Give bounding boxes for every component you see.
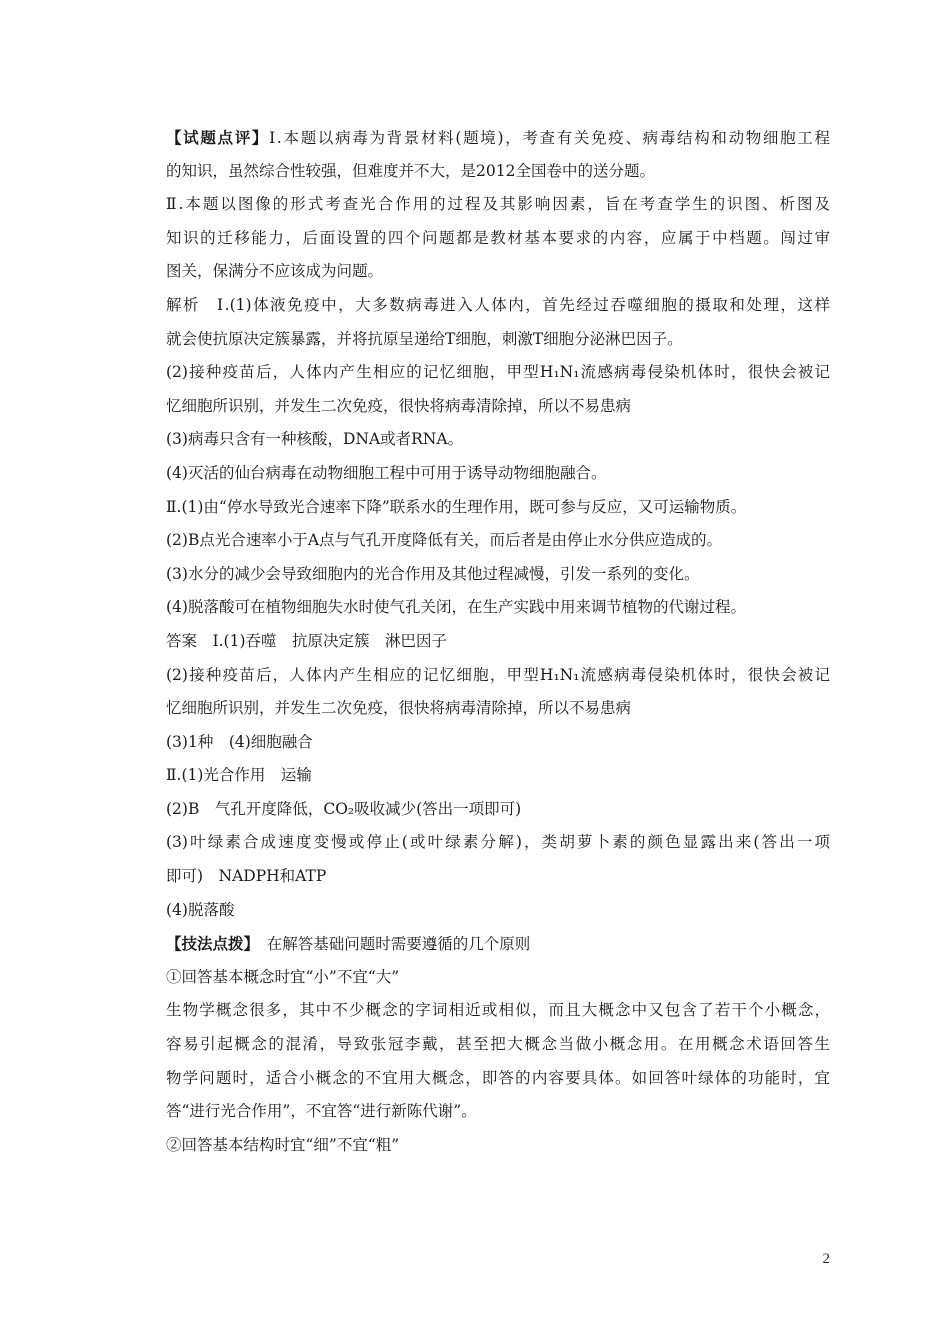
text-line: 知识的迁移能力，后面设置的四个问题都是教材基本要求的内容，应属于中档题。闯过审 [166,228,830,247]
text-line: 答案 Ⅰ.(1)吞噬 抗原决定簇 淋巴因子 [166,631,448,650]
text-line: 图关，保满分不应该成为问题。 [166,262,384,281]
text-line: ②回答基本结构时宜“细”不宜“粗” [166,1135,400,1154]
text-line: (2)接种疫苗后，人体内产生相应的记忆细胞，甲型H₁N₁流感病毒侵染机体时，很快会被记 [166,665,830,684]
page-number: 2 [822,1251,830,1267]
text-line: Ⅱ.(1)由“停水导致光合速率下降”联系水的生理作用，既可参与反应，又可运输物质。 [166,497,747,516]
text-line: 的知识，虽然综合性较强，但难度并不大，是2012全国卷中的送分题。 [166,161,655,180]
text-line: Ⅱ.本题以图像的形式考查光合作用的过程及其影响因素，旨在考查学生的识图、析图及 [166,195,830,214]
section-label: 【技法点拨】 [166,934,252,954]
text-line: 忆细胞所识别，并发生二次免疫，很快将病毒清除掉，所以不易患病 [166,699,632,718]
text-line: 忆细胞所识别，并发生二次免疫，很快将病毒清除掉，所以不易患病 [166,396,632,415]
text-line: 答“进行光合作用”，不宜答“进行新陈代谢”。 [166,1102,477,1121]
text-line: 即可) NADPH和ATP [166,867,327,886]
text-line: 解析 Ⅰ.(1)体液免疫中，大多数病毒进入人体内，首先经过吞噬细胞的摄取和处理，这样 [166,295,830,314]
text-line: (3)水分的减少会导致细胞内的光合作用及其他过程减慢，引发一系列的变化。 [166,564,700,583]
document-body [166,121,830,1162]
text-line: Ⅱ.(1)光合作用 运输 [166,766,312,785]
text-line: 物学问题时，适合小概念的不宜用大概念，即答的内容要具体。如回答叶绿体的功能时，宜 [166,1068,830,1087]
text-line: (2)B点光合速率小于A点与气孔开度降低有关，而后者是由停止水分供应造成的。 [166,531,723,550]
text-line: (2)接种疫苗后，人体内产生相应的记忆细胞，甲型H₁N₁流感病毒侵染机体时，很快会被记 [166,363,830,382]
section-label: 【试题点评】 [166,128,270,147]
text-line: (3)叶绿素合成速度变慢或停止(或叶绿素分解)，类胡萝卜素的颜色显露出来(答出一项 [166,833,830,852]
text-line: 就会使抗原决定簇暴露，并将抗原呈递给T细胞，刺激T细胞分泌淋巴因子。 [166,329,683,348]
text-line: (2)B 气孔开度降低，CO₂吸收减少(答出一项即可) [166,799,522,818]
text-line: 【技法点拨】 在解答基础问题时需要遵循的几个原则 [166,934,531,954]
text-line: 容易引起概念的混淆，导致张冠李戴，甚至把大概念当做小概念用。在用概念术语回答生 [166,1035,830,1054]
text-line: 生物学概念很多，其中不少概念的字词相近或相似，而且大概念中又包含了若干个小概念， [166,1001,830,1020]
text-line: ①回答基本概念时宜“小”不宜“大” [166,967,400,986]
text-line: (3)病毒只含有一种核酸，DNA或者RNA。 [166,430,464,449]
text-line: (3)1种 (4)细胞融合 [166,732,313,751]
text-line: 【试题点评】Ⅰ.本题以病毒为背景材料(题境)，考查有关免疫、病毒结构和动物细胞工程 [166,128,830,147]
text-line: (4)脱落酸可在植物细胞失水时使气孔关闭，在生产实践中用来调节植物的代谢过程。 [166,598,746,617]
text-line: (4)脱落酸 [166,900,235,919]
text-line: (4)灭活的仙台病毒在动物细胞工程中可用于诱导动物细胞融合。 [166,463,607,482]
